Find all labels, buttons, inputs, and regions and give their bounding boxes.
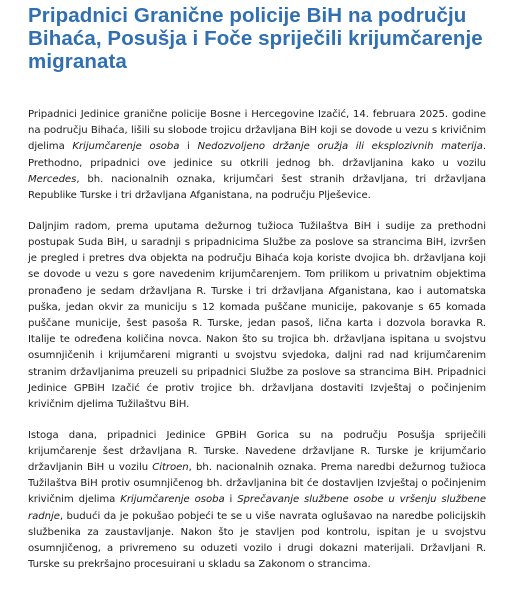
- italic-term: Citroen: [152, 462, 189, 474]
- italic-term: Mercedes: [28, 173, 77, 185]
- article: [28, 4, 486, 588]
- article-paragraph-2: Daljnjim radom, prema uputama dežurnog tužioca Tužilaštva BiH i sudije za prethodni postupak Suda BiH, u saradnji s pripadnicima Službe za poslove sa strancima BiH, izvršen je pregled i pretres dva objekta na području Bihaća koja koriste dvojica bh. državljana koji se dovode u vezu s gore navedenim krijumčarenjem. Tom prilikom u privatnim objektima pronađeno je sedam državljana R. Turske i tri državljana Afganistana, kao i automatska puška, jedan okvir za municiju s 12 komada puščane municije, pakovanje s 65 komada puščane municije, šest pasoša R. Turske, jedan pasoš, lična karta i dozvola boravka R. Italije te određena količina novca. Nakon što su trojica bh. državljana ispitana u svojstvu osumnjičenih i krijumčareni migranti u svojstvu svjedoka, daljni rad nad krijumčarenim stranim državljanima preuzeli su pripadnici Službe za poslove sa strancima BiH. Pripadnici Jedinice GPBiH Izačić će protiv trojice bh. državljana dostaviti Izvještaj o počinjenim krivičnim djelima Tužilaštvu BiH.: [28, 220, 486, 410]
- italic-term: Nedozvoljeno držanje oružja ili eksplozivnih materija: [197, 141, 483, 153]
- article-title: Pripadnici Granične policije BiH na području Bihaća, Posušja i Foče spriječili krijumčarenje migranata: [28, 4, 483, 73]
- italic-term: Sprečavanje službene osobe u vršenju službene radnje: [28, 494, 487, 522]
- article-paragraph-3: Istoga dana, pripadnici Jedinice GPBiH Gorica su na području Posušja spriječili krijumčarenje šest državljana R. Turske. Navedene državljane R. Turske je krijumčario državljanin BiH u vozilu Citroen, bh. nacionalnih oznaka. Prema naredbi dežurnog tužioca Tužilaštva BiH protiv osumnjičenog bh. državljanina bit će dostavljen Izvještaj o počinjenim krivičnim djelima Krijumčarenje osoba i Sprečavanje službene osobe u vršenju službene radnje, budući da je pokušao pobjeći te se u više navrata oglušavao na naredbe policijskih službenika za zaustavljanje. Nakon što je stavljen pod kontrolu, ispitan je u svojstvu osumnjičenog, a privremeno su oduzeti vozilo i drugi dokazni materijali. Državljani R. Turske su prekršajno procesuirani u skladu sa Zakonom o strancima.: [28, 429, 487, 571]
- italic-term: Krijumčarenje osoba: [120, 494, 225, 506]
- article-paragraph-1: Pripadnici Jedinice granične policije Bosne i Hercegovine Izačić, 14. februara 2025. godine na području Bihaća, lišili su slobode trojicu državljana BiH koji se dovode u vezu s krivičnim djelima Krijumčarenje osoba i Nedozvoljeno držanje oružja ili eksplozivnih materija. Prethodno, pripadnici ove jedinice su otkrili jednog bh. državljanina kako u vozilu Mercedes, bh. nacionalnih oznaka, krijumčari šest stranih državljana, tri državljana Republike Turske i tri državljana Afganistana, na području Plješevice.: [28, 109, 486, 202]
- italic-term: Krijumčarenje osoba: [72, 141, 180, 153]
